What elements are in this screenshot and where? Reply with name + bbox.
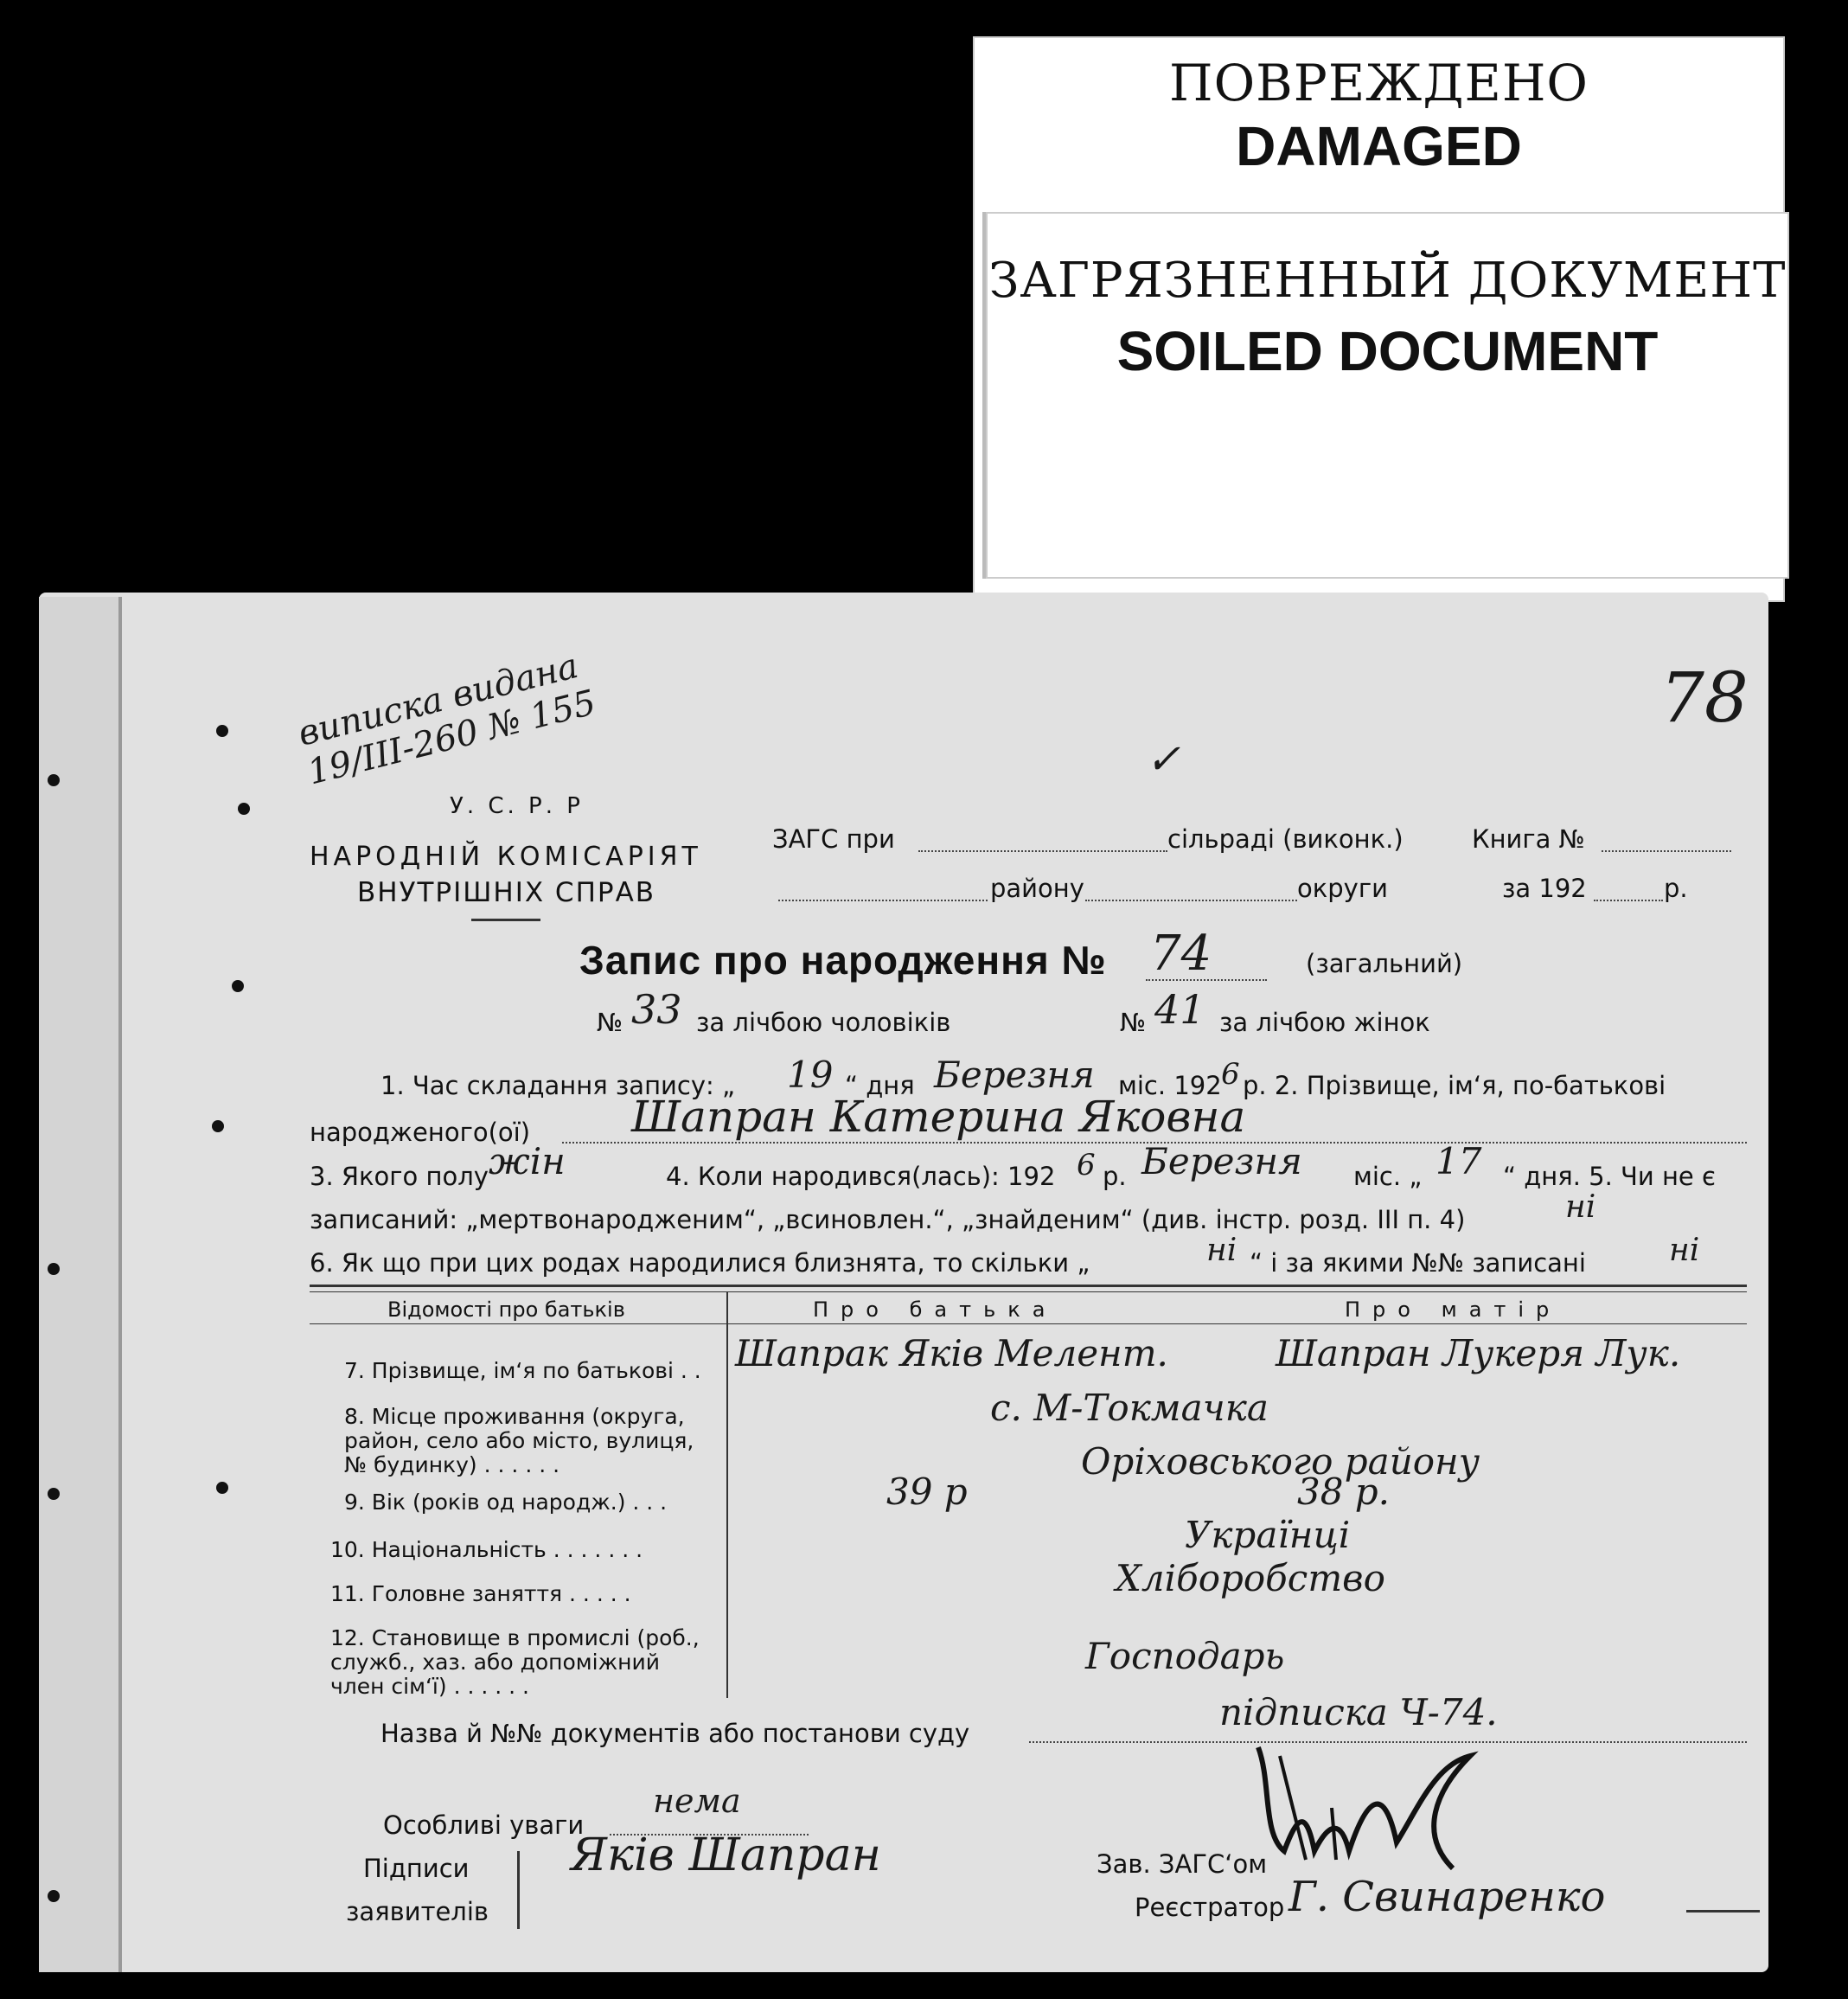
binding-hole [48, 1263, 60, 1275]
household-status: Господарь [1085, 1635, 1285, 1677]
documents-value: підписка Ч-74. [1219, 1691, 1498, 1733]
book-label: Книга № [1472, 824, 1585, 854]
occupation: Хліборобство [1116, 1557, 1385, 1599]
head-label: Зав. ЗАГС‘ом [1097, 1849, 1268, 1879]
signatures-label-1: Підписи [363, 1854, 470, 1883]
men-number: 33 [631, 986, 682, 1033]
applicant-signature: Яків Шапран [571, 1829, 881, 1881]
row-12-label: 12. Становище в промислі (роб., служб., хаз. або допоміжний член сім‘ї) . . . . . . [330, 1625, 700, 1699]
record-number: 74 [1150, 926, 1212, 982]
binding-hole [238, 803, 250, 815]
line4-a: записаний: „мертвонародженим“, „всиновлен.“, „знайденим“ (див. інстр. розд. III п. 4) [310, 1205, 1466, 1234]
line3-a: 3. Якого полу [310, 1162, 489, 1191]
birth-record-page [39, 593, 1768, 1972]
child-full-name: Шапран Катерина Яковна [631, 1092, 1246, 1142]
row-9-label: 9. Вік (років од народж.) . . . [344, 1490, 668, 1515]
signatures-label-2: заявителів [346, 1897, 489, 1926]
table-top-rule [310, 1285, 1747, 1287]
birth-year: 6 [1077, 1148, 1096, 1182]
child-sex: жін [489, 1140, 566, 1182]
address-village: с. М-Токмачка [990, 1387, 1269, 1429]
line3-d: міс. „ [1353, 1162, 1423, 1191]
binding-hole [216, 725, 228, 737]
za-192-label: за 192 [1502, 874, 1587, 903]
check-mark: ✓ [1146, 735, 1181, 784]
line3-e: “ дня. 5. Чи не є [1503, 1162, 1716, 1191]
row-11-label: 11. Головне заняття . . . . . [330, 1581, 631, 1606]
address-district: Оріховського району [1081, 1440, 1480, 1483]
stillborn-answer: ні [1565, 1189, 1596, 1225]
rayonu-label: району [990, 874, 1084, 903]
rayon-field [778, 900, 988, 901]
silradi-label: сільраді (виконк.) [1167, 824, 1404, 854]
line1-d: р. 2. Прізвище, ім‘я, по-батькові [1243, 1071, 1666, 1100]
men-label: за лічбою чоловіків [696, 1008, 951, 1037]
table-header-rule [310, 1323, 1747, 1324]
zags-at-label: ЗАГС при [772, 824, 895, 854]
line1-c: міс. 192 [1118, 1071, 1222, 1100]
okruha-field [1085, 900, 1297, 901]
women-number: 41 [1154, 986, 1205, 1033]
general-label: (загальний) [1306, 949, 1463, 978]
soiled-sticker [986, 212, 1789, 579]
soiled-ru: ЗАГРЯЗНЕННЫЙ ДОКУМЕНТ [988, 253, 1787, 309]
record-year: 6 [1221, 1057, 1240, 1092]
line5-a: 6. Як що при цих родах народилися близнята, то скільки „ [310, 1248, 1090, 1278]
head-signature-scribble [1245, 1730, 1496, 1886]
commissariat-line-2: ВНУТРІШНІХ СПРАВ [357, 877, 656, 908]
divider [471, 919, 540, 921]
col-mother-header: Про матір [1345, 1297, 1562, 1322]
col-father-header: Про батька [813, 1297, 1058, 1322]
top-left-handwritten-note: виписка видана 19/III-260 № 155 [294, 645, 600, 793]
mother-age: 38 р. [1297, 1470, 1391, 1513]
women-label: за лічбою жінок [1219, 1008, 1430, 1037]
soiled-en: SOILED DOCUMENT [1116, 320, 1659, 382]
line3-b: 4. Коли народився(лась): 192 [666, 1162, 1056, 1191]
birth-day: 17 [1436, 1140, 1482, 1182]
registrar-signature: Г. Свинаренко [1288, 1873, 1606, 1921]
line1-a: 1. Час складання запису: „ [380, 1071, 735, 1100]
binding-hole [48, 1488, 60, 1500]
commissariat-line-1: НАРОДНІЙ КОМІСАРІЯТ [310, 842, 702, 872]
row-7-label: 7. Прізвище, ім‘я по батькові . . [344, 1358, 701, 1383]
nationality: Українці [1185, 1514, 1351, 1556]
record-day: 19 [787, 1054, 834, 1096]
row-8-label: 8. Місце проживання (округа, район, село або місто, вулиця, № будинку) . . . . . . [344, 1404, 694, 1477]
binding-hole [212, 1120, 224, 1132]
father-name: Шапрак Яків Мелент. [735, 1332, 1168, 1374]
men-number-prefix: № [597, 1008, 623, 1037]
line2-a: народженого(ої) [310, 1118, 531, 1147]
binding-hole [232, 980, 244, 992]
line3-c: р. [1103, 1162, 1127, 1191]
table-column-divider [726, 1291, 728, 1698]
women-number-prefix: № [1120, 1008, 1147, 1037]
father-age: 39 р [886, 1470, 968, 1513]
damaged-en: DAMAGED [1236, 115, 1522, 177]
registrar-label: Реєстратор [1135, 1893, 1285, 1922]
binding-hole [216, 1482, 228, 1494]
binding-hole [48, 774, 60, 786]
year-field [1594, 900, 1663, 901]
damaged-ru: ПОВРЕЖДЕНО [1169, 54, 1589, 112]
notes-value: нема [653, 1782, 741, 1820]
documents-label: Назва й №№ документів або постанови суду [380, 1719, 970, 1748]
page-number: 78 [1660, 657, 1749, 738]
record-number-line [1146, 979, 1267, 981]
record-title: Запис про народження № [579, 938, 1107, 983]
table-top-rule-2 [310, 1291, 1747, 1292]
registrar-signature-tail [1686, 1910, 1760, 1913]
binding-spine [39, 597, 122, 1972]
okruhy-label: округи [1297, 874, 1388, 903]
line1-b: “ дня [845, 1071, 915, 1100]
record-month: Березня [934, 1054, 1095, 1096]
zags-at-field [918, 850, 1167, 852]
signature-bracket [517, 1851, 520, 1929]
year-suffix: р. [1664, 874, 1688, 903]
book-field [1602, 850, 1731, 852]
col-info-header: Відомості про батьків [387, 1297, 625, 1322]
mother-name: Шапран Лукеря Лук. [1276, 1332, 1681, 1374]
notes-label: Особливі уваги [383, 1810, 585, 1840]
birth-month: Березня [1141, 1140, 1302, 1182]
twins-numbers: ні [1669, 1233, 1700, 1268]
ussr-label: У. С. Р. Р [450, 793, 584, 819]
line5-b: “ і за якими №№ записані [1250, 1248, 1586, 1278]
twins-count: ні [1206, 1233, 1237, 1268]
binding-hole [48, 1890, 60, 1902]
row-10-label: 10. Національність . . . . . . . [330, 1537, 643, 1562]
